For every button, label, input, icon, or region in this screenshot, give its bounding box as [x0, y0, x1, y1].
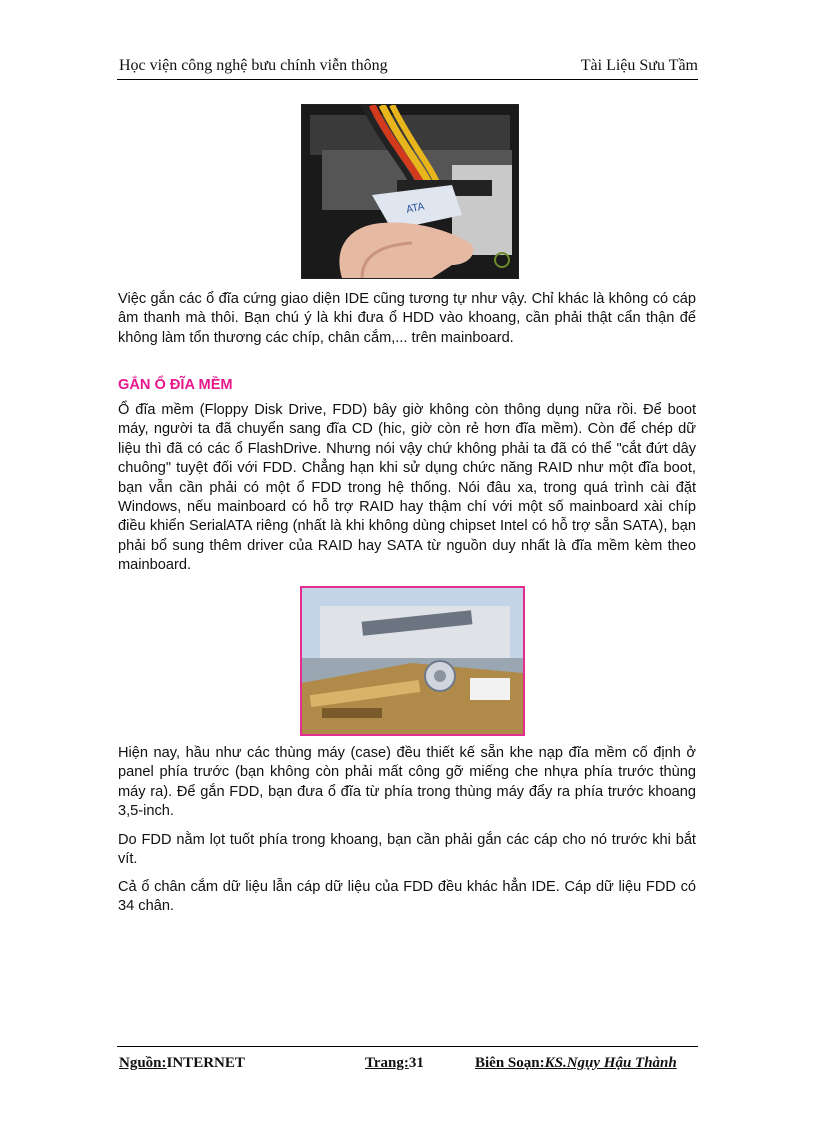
hdd-cable-illustration [302, 105, 518, 278]
footer-page-number: 31 [408, 1055, 424, 1071]
footer-author [475, 1055, 677, 1072]
footer-page-label: Trang: [365, 1055, 409, 1071]
paragraph-fdd-connector: Cả ổ chân cắm dữ liệu lẫn cáp dữ liệu của FDD đều khác hẳn IDE. Cáp dữ liệu FDD có 34 chân. [118, 879, 696, 915]
svg-text:ATA: ATA [405, 201, 426, 216]
page-header [117, 55, 698, 80]
section-heading-fdd: GẮN Ổ ĐĨA MỀM [118, 377, 233, 393]
paragraph-fdd-intro: Ổ đĩa mềm (Floppy Disk Drive, FDD) bây giờ không còn thông dụng nữa rồi. Để boot máy, người ta đã chuyển sang đĩa CD (hic, giờ còn rẻ hơn đĩa mềm). Còn để chép dữ liệu thì đã có các ổ FlashDrive. Nhưng nói vậy chứ không phải ta đã có thể "cắt đứt dây chuông" tuyệt đối với FDD. Chẳng hạn khi sử dụng chức năng RAID như một đĩa boot, bạn vẫn cần phải có một ổ FDD trong hệ thống. Nói đâu xa, trong quá trình cài đặt Windows, nếu mainboard có hỗ trợ RAID hay thậm chí với một số mainboard xài chíp điều khiển SerialATA riêng (nhất là khi không dùng chipset Intel có hỗ trợ sẵn SATA), bạn phải bổ sung thêm driver của RAID hay SATA từ nguồn duy nhất là đĩa mềm kèm theo mainboard. [118, 402, 696, 574]
paragraph-fdd-cable: Do FDD nằm lọt tuốt phía trong khoang, bạn cần phải gắn các cáp cho nó trước khi bắt vít. [118, 832, 696, 868]
footer-source-value: INTERNET [166, 1055, 245, 1071]
paragraph-hdd-note: Việc gắn các ổ đĩa cứng giao diện IDE cũng tương tự như vậy. Chỉ khác là không có cáp âm thanh mà thôi. Bạn chú ý là khi đưa ổ HDD vào khoang, cần phải thật cẩn thận để không làm tổn thương các chíp, chân cắm,... trên mainboard. [118, 291, 696, 346]
page-footer [117, 1046, 698, 1077]
floppy-drive-illustration [302, 588, 523, 734]
footer-source [119, 1055, 245, 1072]
header-collection: Tài Liệu Sưu Tầm [580, 57, 698, 74]
hdd-cable-photo [301, 104, 519, 279]
floppy-drive-photo [300, 586, 525, 736]
footer-page [365, 1055, 424, 1072]
footer-author-label: Biên Soạn: [475, 1055, 545, 1071]
header-institution: Học viện công nghệ bưu chính viễn thông [119, 57, 388, 74]
footer-author-name: KS.Ngụy Hậu Thành [544, 1055, 677, 1071]
paragraph-case-slot: Hiện nay, hầu như các thùng máy (case) đều thiết kế sẵn khe nạp đĩa mềm cố định ở panel phía trước (bạn không còn phải mất công gỡ miếng che nhựa phía trước thùng máy ra). Để gắn FDD, bạn đưa ổ đĩa từ phía trong thùng máy đẩy ra phía trước khoang 3,5-inch. [118, 745, 696, 820]
footer-source-label: Nguồn: [119, 1055, 167, 1071]
